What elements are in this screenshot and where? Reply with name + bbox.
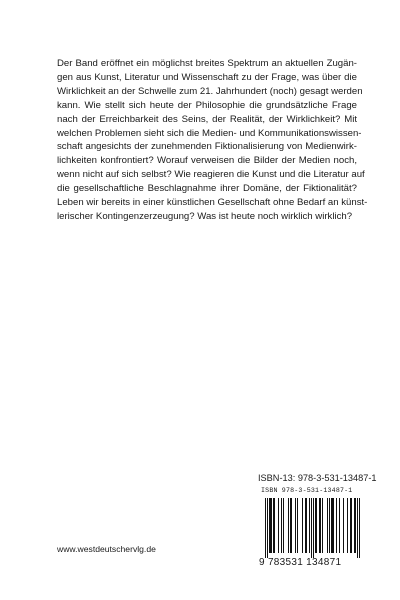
barcode-bar [355,498,356,553]
barcode-digits: 9 783531 134871 [259,557,342,568]
barcode-bar [333,498,334,553]
barcode-bar [281,498,282,553]
barcode-bar [357,498,358,558]
blurb-text [57,57,368,224]
barcode-bar [306,498,307,553]
barcode-bar [271,498,272,553]
barcode-bar [320,498,321,553]
barcode-bar [267,498,268,558]
blurb-line: Der Band eröffnet ein möglichst breites Spektrum an aktuellen Zugän- [57,58,357,69]
barcode-bars [265,498,360,558]
isbn-label: ISBN-13: 978-3-531-13487-1 [258,473,377,483]
barcode-bar [331,498,332,553]
blurb-line: schaft angesichts der zunehmenden Fiktionalisierung von Medienwirk- [57,141,357,153]
barcode-bar [309,498,310,553]
barcode-bar [295,498,296,553]
barcode [259,487,360,570]
barcode-bar [322,498,323,553]
barcode-bar [315,498,316,553]
publisher-url: www.westdeutschervlg.de [57,544,156,554]
barcode-bar [316,498,317,553]
barcode-bar [265,498,266,558]
barcode-bar [305,498,306,553]
blurb-line: lerischer Kontingenzerzeugung? Was ist heute noch wirklich wirklich? [57,210,353,222]
barcode-bar [297,498,298,553]
barcode-bar [278,498,279,553]
blurb-line: kann. Wie stellt sich heute der Philosophie die grundsätzliche Frage [57,99,357,111]
barcode-bar [332,498,333,553]
barcode-bar [269,498,270,553]
barcode-bar [350,498,351,553]
barcode-bar [354,498,355,553]
barcode-bar [311,498,312,558]
blurb-line: lichkeiten konfrontiert? Worauf verweisen die Bilder der Medien noch, [57,155,357,167]
blurb-line: wenn nicht auf sich selbst? Wie reagieren die Kunst und die Literatur auf [57,169,365,181]
blurb-line: Leben wir bereits in einer künstlichen Gesellschaft ohne Bedarf an künst- [57,197,368,209]
barcode-bar [288,498,289,553]
blurb-line: nach der Erreichbarkeit des Seins, der Realität, der Wirklichkeit? Mit [57,113,357,125]
barcode-bar [336,498,337,553]
barcode-bar [343,498,344,553]
blurb-line: gen aus Kunst, Literatur und Wissenschaft zu der Frage, was über die [57,71,357,83]
barcode-bar [270,498,271,553]
barcode-bar [327,498,328,553]
barcode-bar [351,498,352,553]
blurb-line: die gesellschaftliche Beschlagnahme ihrer Domäne, der Fiktionalität? [57,183,357,195]
barcode-bar [347,498,348,553]
barcode-bar [274,498,275,553]
barcode-bar [302,498,303,553]
barcode-bar [319,498,320,553]
blurb-line: welchen Problemen sieht sich die Medien- und Kommunikationswissen- [57,127,362,139]
blurb-line: Wirklichkeit an der Schwelle zum 21. Jahrhundert (noch) gesagt werden [57,85,363,97]
barcode-bar [283,498,284,553]
barcode-bar [273,498,274,553]
barcode-bar [313,498,314,558]
barcode-bar [291,498,292,553]
barcode-bar [359,498,360,558]
barcode-bar [329,498,330,553]
barcode-bar [339,498,340,553]
barcode-caption: ISBN 978-3-531-13487-1 [261,487,353,494]
barcode-bar [290,498,291,553]
